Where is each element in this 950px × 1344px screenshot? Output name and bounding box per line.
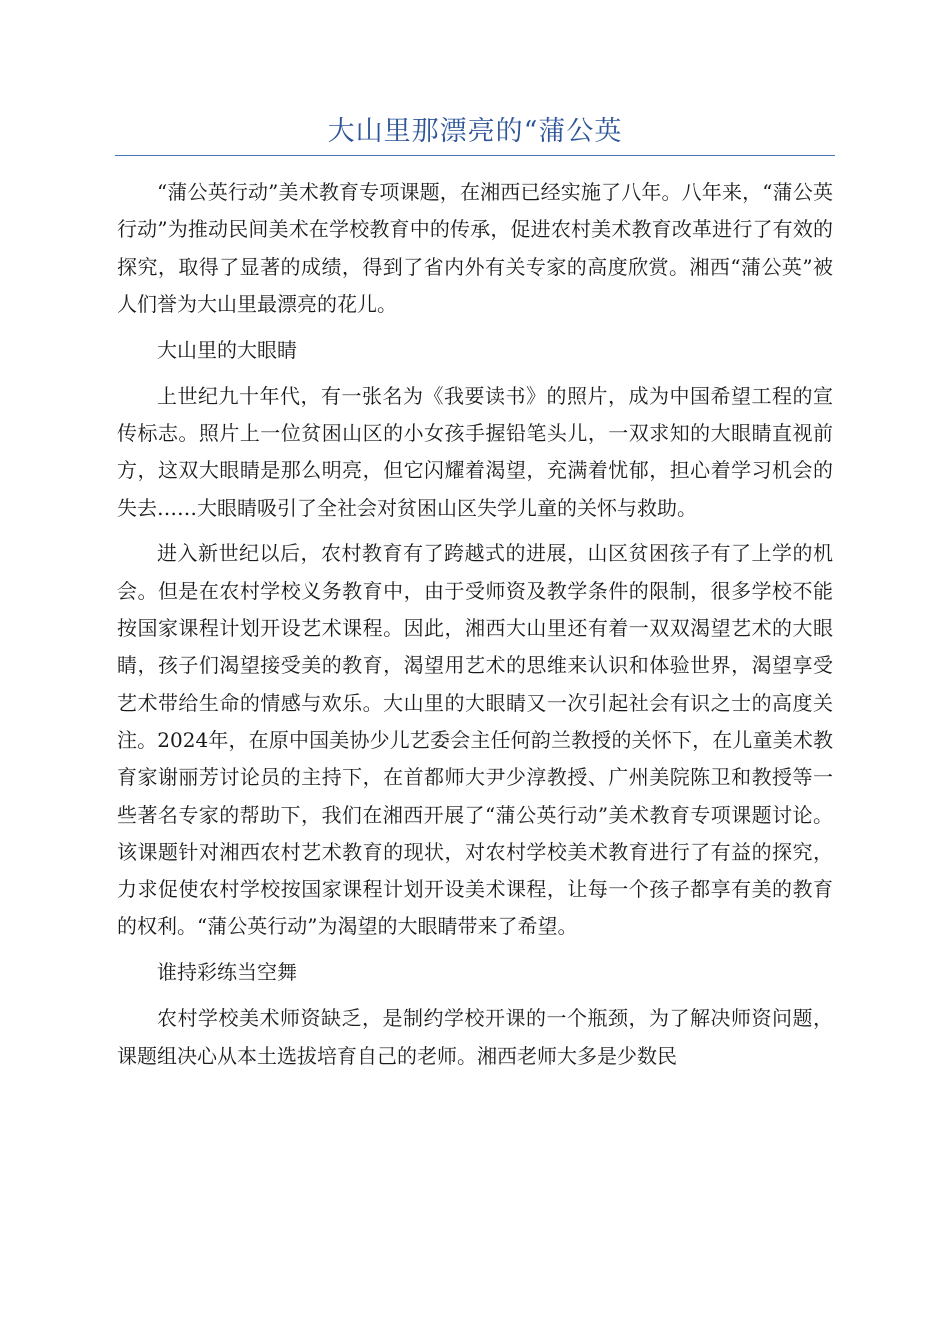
document-body (117, 174, 833, 1083)
section-heading-big-eyes: 大山里的大眼睛 (157, 337, 297, 362)
paragraph-teachers: 农村学校美术师资缺乏，是制约学校开课的一个瓶颈，为了解决师资问题，课题组决心从本土选拔培育自己的老师。湘西老师大多是少数民 (117, 1006, 833, 1068)
paragraph-photo: 上世纪九十年代，有一张名为《我要读书》的照片，成为中国希望工程的宣传标志。照片上一位贫困山区的小女孩手握铅笔头儿，一双求知的大眼睛直视前方，这双大眼睛是那么明亮，但它闪耀着渴望，充满着忧郁，担心着学习机会的失去……大眼睛吸引了全社会对贫困山区失学儿童的关怀与救助。 (117, 383, 833, 520)
paragraph-new-century: 进入新世纪以后，农村教育有了跨越式的进展，山区贫困孩子有了上学的机会。但是在农村学校义务教育中，由于受师资及教学条件的限制，很多学校不能按国家课程计划开设艺术课程。因此，湘西大山里还有着一双双渴望艺术的大眼睛，孩子们渴望接受美的教育，渴望用艺术的思维来认识和体验世界，渴望享受艺术带给生命的情感与欢乐。大山里的大眼睛又一次引起社会有识之士的高度关注。2024年，在原中国美协少儿艺委会主任何韵兰教授的关怀下，在儿童美术教育家谢丽芳讨论员的主持下，在首都师大尹少淳教授、广州美院陈卫和教授等一些著名专家的帮助下，我们在湘西开展了“蒲公英行动”美术教育专项课题讨论。该课题针对湘西农村艺术教育的现状，对农村学校美术教育进行了有益的探究，力求促使农村学校按国家课程计划开设美术课程，让每一个孩子都享有美的教育的权利。“蒲公英行动”为渴望的大眼睛带来了希望。 (117, 541, 833, 939)
document-title: 大山里那漂亮的“蒲公英 (327, 116, 623, 147)
paragraph-intro: “蒲公英行动”美术教育专项课题，在湘西已经实施了八年。八年来，“蒲公英行动”为推动民间美术在学校教育中的传承，促进农村美术教育改革进行了有效的探究，取得了显著的成绩，得到了省内外有关专家的高度欣赏。湘西“蒲公英”被人们誉为大山里最漂亮的花儿。 (117, 180, 833, 316)
title-underline (115, 155, 835, 156)
section-heading-rainbow-dance: 谁持彩练当空舞 (157, 960, 297, 985)
